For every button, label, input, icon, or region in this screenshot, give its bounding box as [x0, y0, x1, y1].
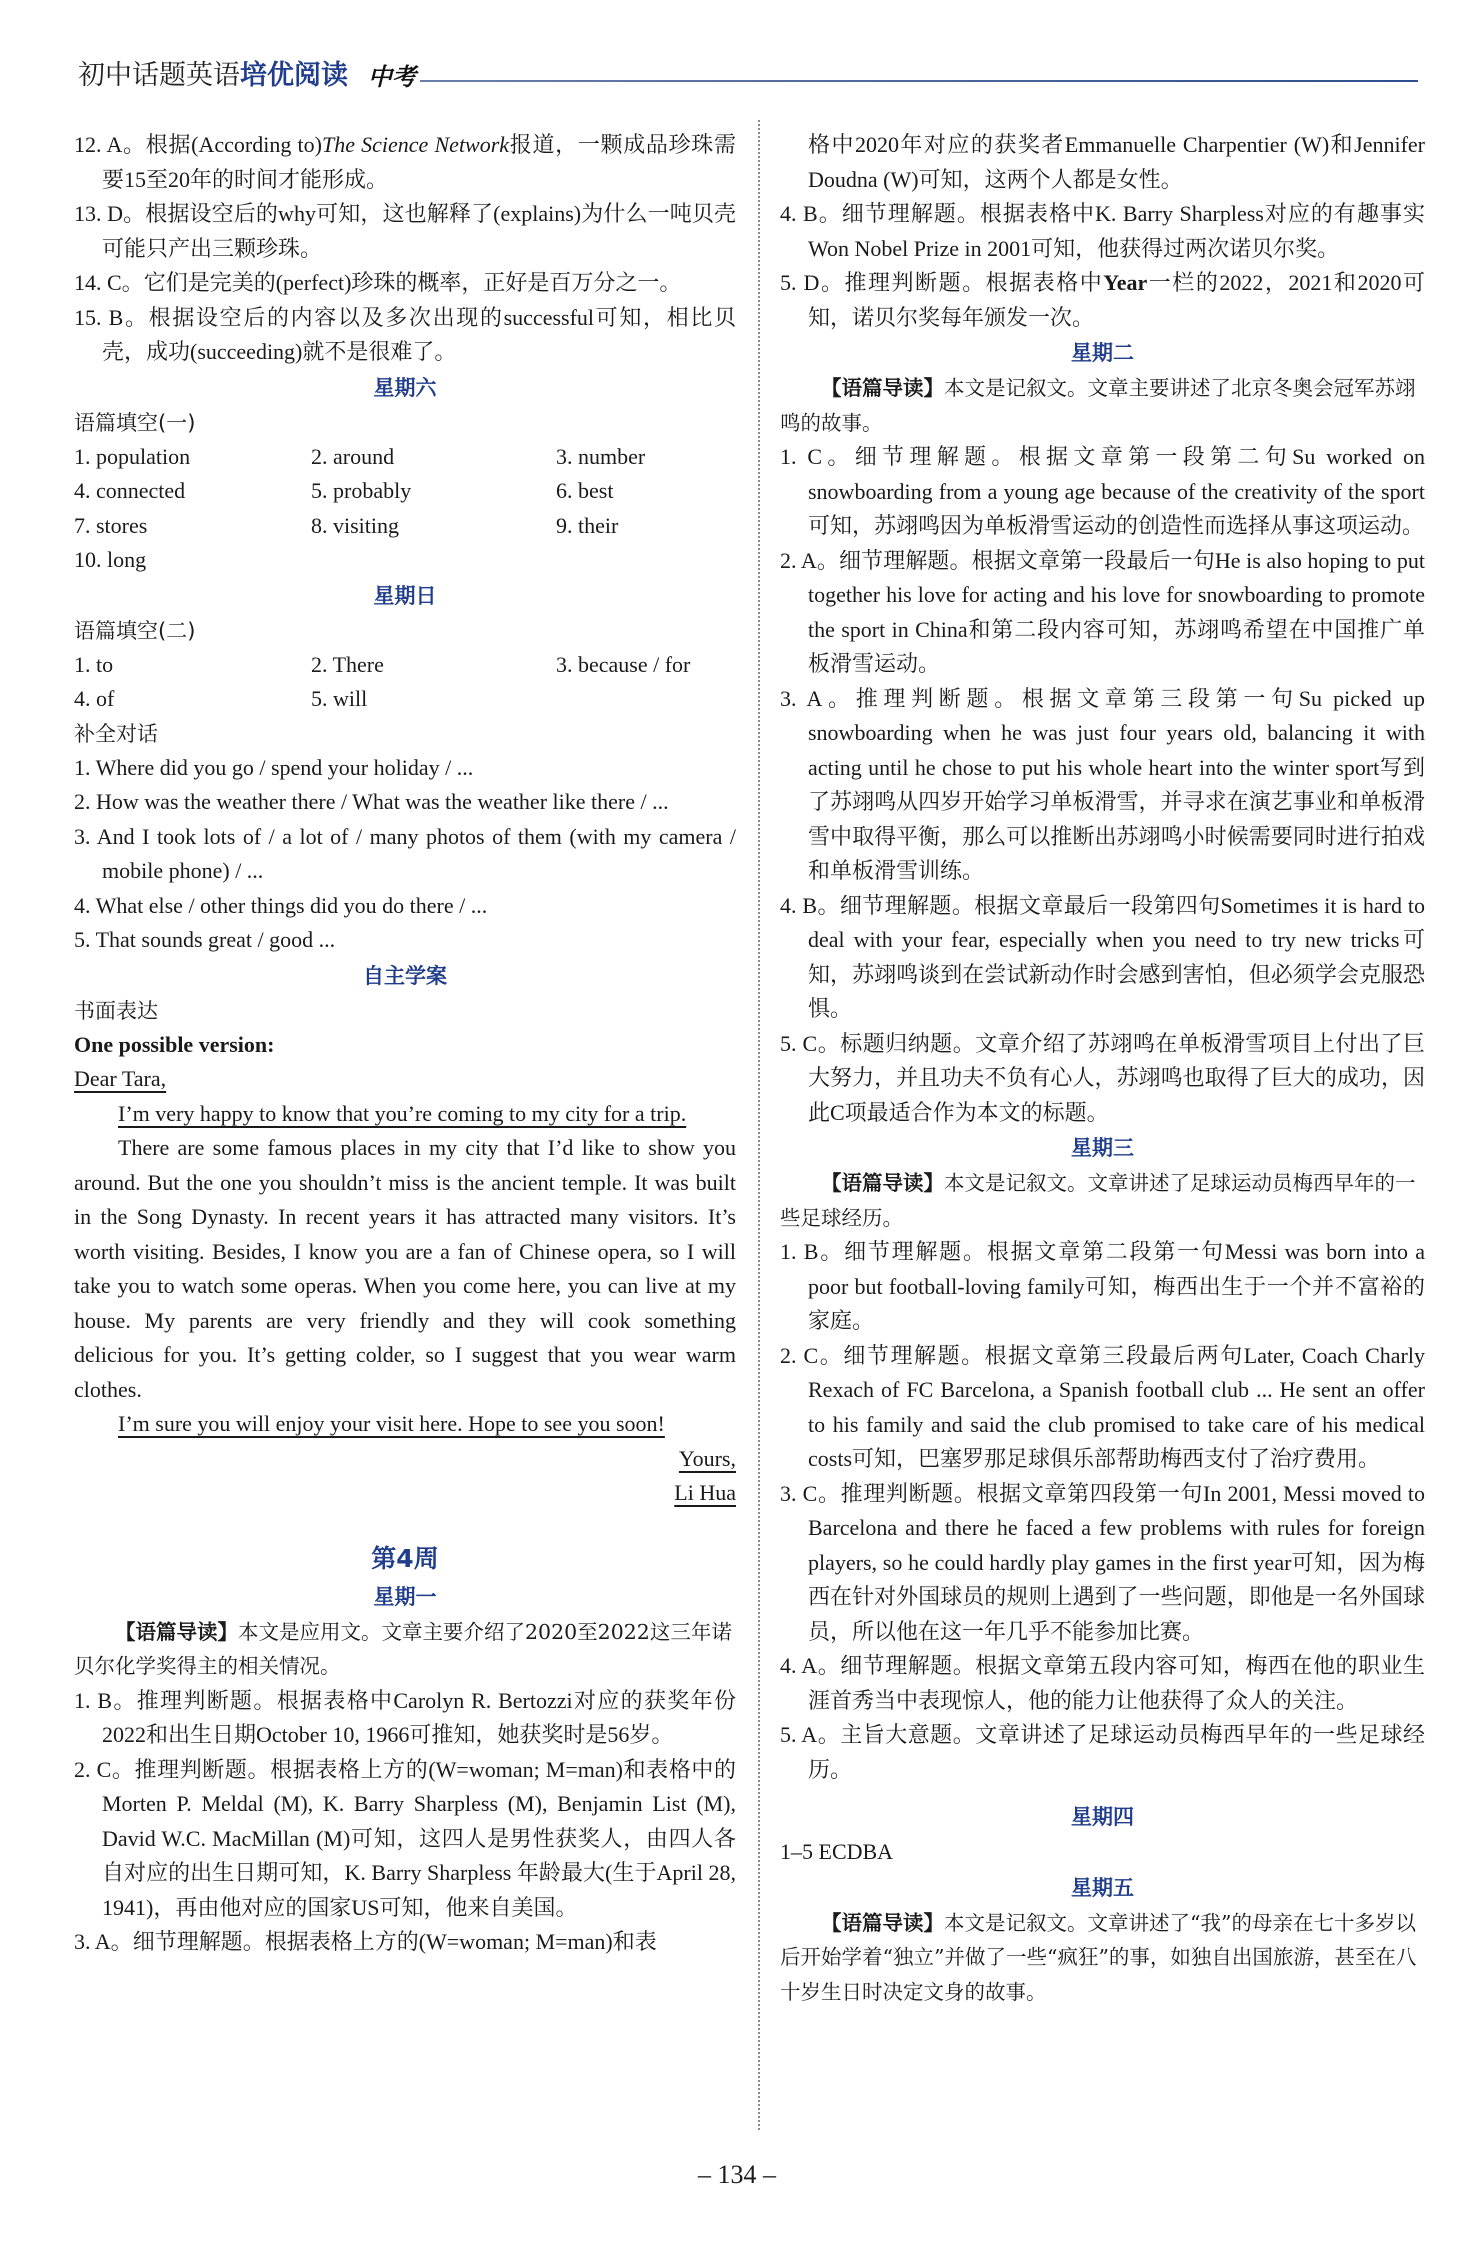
answer-item: 5. C。标题归纳题。文章介绍了苏翊鸣在单板滑雪项目上付出了巨大努力，并且功夫不负有心人，苏翊鸣也取得了巨大的成功，因此C项最适合作为本文的标题。 [780, 1030, 1425, 1125]
answer-item: 2. C。推理判断题。根据表格上方的(W=woman; M=man)和表格中的Morten P. Meldal (M), K. Barry Sharpless (M), Benjamin List (M), David W.C. MacMillan (M)可知，这四人是男性获奖人，由四人各自对应的出生日期可知，K. Barry Sharpless 年龄最大(生于April 28, 1941)，再由他对应的国家US可知，他来自美国。 [74, 1756, 736, 1920]
reading-intro: 【语篇导读】本文是记叙文。文章主要讲述了北京冬奥会冠军苏翊鸣的故事。 [780, 376, 1416, 435]
day-heading-wednesday: 星期三 [1071, 1136, 1134, 1160]
answer-item: 4. B。细节理解题。根据表格中K. Barry Sharpless对应的有趣事实Won Nobel Prize in 2001可知，他获得过两次诺贝尔奖。 [780, 201, 1425, 261]
answer-item: 3. A。细节理解题。根据表格上方的(W=woman; M=man)和表 [74, 1929, 657, 1954]
dialogue-item: 3. And I took lots of / a lot of / many photos of them (with my camera / mobile phone) / ... [74, 823, 736, 883]
section-heading: 书面表达 [74, 998, 158, 1023]
answer-item: 3. A。推理判断题。根据文章第三段第一句Su picked up snowboarding when he was just four years old, balancing it with acting until he chose to put his whole heart into the winter sport写到了苏翊鸣从四岁开始学习单板滑雪，并寻求在演艺事业和单板滑雪中取得平衡，那么可以推断出苏翊鸣小时候需要同时进行拍戏和单板滑雪训练。 [780, 685, 1425, 883]
letter-signature: Li Hua [674, 1480, 736, 1505]
answer-item: 4. B。细节理解题。根据文章最后一段第四句Sometimes it is hard to deal with your fear, especially when you need to try new tricks可知，苏翊鸣谈到在尝试新动作时会感到害怕，但必须学会克服恐惧。 [780, 892, 1425, 1021]
day-heading-friday: 星期五 [1071, 1875, 1134, 1900]
answer-item: 3. C。推理判断题。根据文章第四段第一句In 2001, Messi moved to Barcelona and there he faced a few problems with rules for foreign players, so he could hardly play games in the first year可知，因为梅西在针对外国球员的规则上遇到了一些问题，即他是一名外国球员，所以他在这一年几乎不能参加比赛。 [780, 1480, 1425, 1644]
week-heading: 第4周 [371, 1543, 439, 1573]
reading-intro: 【语篇导读】本文是记叙文。文章讲述了足球运动员梅西早年的一些足球经历。 [780, 1171, 1416, 1230]
letter-greeting: Dear Tara, [74, 1066, 167, 1091]
section-heading: 语篇填空(二) [74, 618, 196, 643]
header-rule [420, 80, 1418, 82]
day-heading-saturday: 星期六 [373, 375, 437, 400]
answer-item: 5. D。推理判断题。根据表格中Year一栏的2022，2021和2020可知，诺贝尔奖每年颁发一次。 [780, 270, 1425, 330]
day-heading-thursday: 星期四 [1071, 1805, 1134, 1829]
answer-grid: 1. population 2. around 3. number 4. connected 5. probably 6. best 7. stores 8. visiting 9. their 10. long [74, 443, 646, 572]
dialogue-item: 5. That sounds great / good ... [74, 927, 336, 952]
dialogue-item: 2. How was the weather there / What was the weather like there / ... [74, 789, 669, 814]
answer-item: 4. A。细节理解题。根据文章第五段内容可知，梅西在他的职业生涯首秀当中表现惊人，他的能力让他获得了众人的关注。 [780, 1653, 1425, 1713]
answer-item: 1. C。细节理解题。根据文章第一段第二句Su worked on snowboarding from a young age because of the creativity of the sport可知，苏翊鸣因为单板滑雪运动的创造性而选择从事这项运动。 [780, 444, 1425, 538]
answer-item: 5. A。主旨大意题。文章讲述了足球运动员梅西早年的一些足球经历。 [780, 1722, 1425, 1782]
answer-item: 15. B。根据设空后的内容以及多次出现的successful可知，相比贝壳，成功(succeeding)就不是很难了。 [74, 304, 736, 364]
answer-item: 12. A。根据(According to)The Science Network报道，一颗成品珍珠需要15至20年的时间才能形成。 [74, 132, 736, 192]
page-number: – 134 – [698, 2160, 776, 2189]
day-heading-tuesday: 星期二 [1071, 341, 1134, 365]
book-title: 初中话题英语 [78, 60, 240, 91]
book-title-accent: 培优阅读 [240, 60, 348, 91]
answer-grid: 1. to 2. There 3. because / for 4. of 5. will [74, 651, 691, 711]
letter-body: There are some famous places in my city that I’d like to show you around. But the one you shouldn’t miss is the ancient temple. It was built in the Song Dynasty. In recent years it has attracted many visitors. It’s worth visiting. Besides, I know you are a fan of Chinese opera, so I will take you to watch some operas. When you come here, you can live at my house. My parents are very friendly and they will cook something delicious for you. It’s getting colder, so I suggest that you wear warm clothes. [74, 1135, 736, 1402]
letter-closing: I’m sure you will enjoy your visit here. Hope to see you soon! [118, 1411, 665, 1436]
answer-item: 2. C。细节理解题。根据文章第三段最后两句Later, Coach Charly Rexach of FC Barcelona, a Spanish football club ... He sent an offer to his family and said the club promised to take care of his medical costs可知，巴塞罗那足球俱乐部帮助梅西支付了治疗费用。 [780, 1342, 1425, 1471]
reading-intro: 【语篇导读】本文是记叙文。文章讲述了“我”的母亲在七十多岁以后开始学着“独立”并做了一些“疯狂”的事，如独自出国旅游，甚至在八十岁生日时决定文身的故事。 [780, 1910, 1417, 2004]
dialogue-item: 4. What else / other things did you do there / ... [74, 892, 488, 918]
running-header [78, 52, 1418, 92]
answer-item: 2. A。细节理解题。根据文章第一段最后一句He is also hoping to put together his love for acting and his love for snowboarding to promote the sport in China和第二段内容可知，苏翊鸣希望在中国推广单板滑雪运动。 [780, 547, 1425, 676]
day-heading-sunday: 星期日 [373, 583, 437, 608]
right-column [780, 128, 1425, 2009]
letter-signoff: Yours, [678, 1445, 736, 1471]
column-divider [758, 120, 760, 2130]
reading-intro: 【语篇导读】本文是应用文。文章主要介绍了2020至2022这三年诺贝尔化学奖得主的相关情况。 [74, 1619, 732, 1678]
version-label: One possible version: [74, 1031, 275, 1057]
self-study-heading: 自主学案 [363, 963, 447, 988]
answer-item: 1. B。细节理解题。根据文章第二段第一句Messi was born into a poor but football-loving family可知，梅西出生于一个并不富裕的家庭。 [780, 1239, 1425, 1333]
day-heading-monday: 星期一 [373, 1584, 437, 1609]
dialogue-item: 1. Where did you go / spend your holiday / ... [74, 754, 474, 780]
section-heading: 语篇填空(一) [74, 410, 196, 435]
section-heading: 补全对话 [74, 721, 158, 746]
answer-item: 14. C。它们是完美的(perfect)珍珠的概率，正好是百万分之一。 [74, 270, 682, 295]
answer-key: 1–5 ECDBA [780, 1839, 894, 1864]
exam-label: 中考 [368, 62, 416, 91]
letter-opening: I’m very happy to know that you’re coming to my city for a trip. [118, 1100, 687, 1126]
answer-item: 1. B。推理判断题。根据表格中Carolyn R. Bertozzi对应的获奖年份2022和出生日期October 10, 1966可推知，她获奖时是56岁。 [74, 1687, 736, 1747]
answer-item: 13. D。根据设空后的why可知，这也解释了(explains)为什么一吨贝壳可能只产出三颗珍珠。 [74, 201, 736, 261]
answer-continuation: 格中2020年对应的获奖者Emmanuelle Charpentier (W)和Jennifer Doudna (W)可知，这两个人都是女性。 [808, 132, 1425, 192]
left-column [74, 128, 736, 1960]
